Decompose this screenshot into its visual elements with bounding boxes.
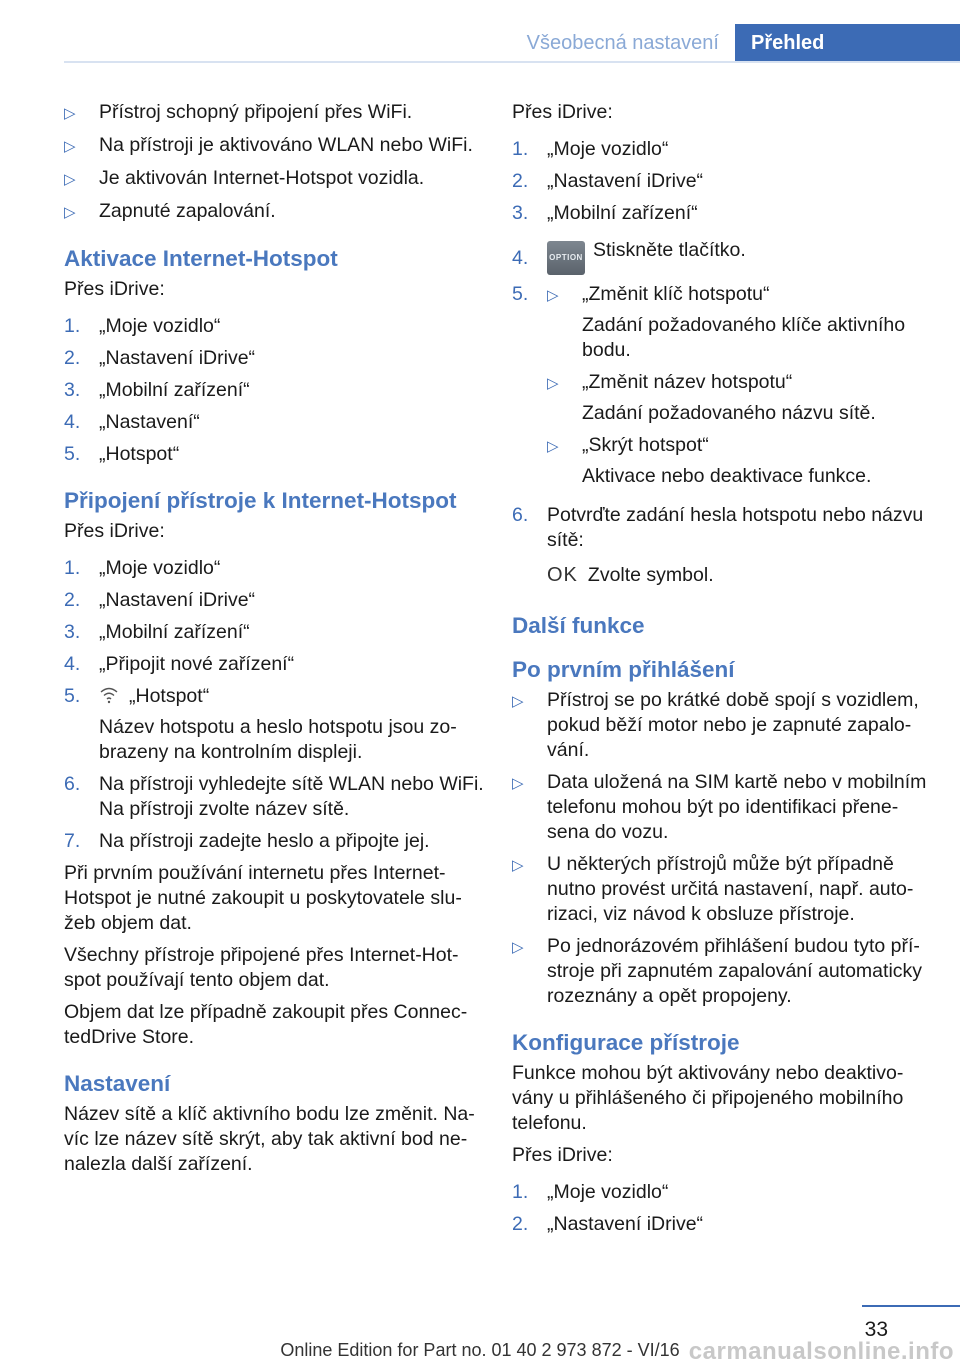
heading-connect: Připojení přístroje k Internet-Hotspot [64, 488, 457, 513]
list-item: ▷ U některých přístrojů může být případně nutno provést určitá nastavení, např. autorizaci, viz návod k obsluze přístroje. [512, 853, 914, 925]
watermark: carmanualsonline.info [688, 1338, 954, 1362]
ok-icon: OK [547, 564, 578, 586]
list-item: 5. „Hotspot“ Název hotspotu a heslo hotspotu jsou zobrazeny na kontrolním displeji. [64, 685, 457, 763]
list-item: 3. „Mobilní zařízení“ [64, 379, 250, 401]
active-tab[interactable]: Přehled [735, 24, 960, 62]
config-text: Funkce mohou být aktivovány nebo deaktivovány u přihlášeného či připojeného mobilního telefonu. [512, 1062, 904, 1134]
heading-settings: Nastavení [64, 1071, 171, 1096]
list-item: 2. „Nastavení iDrive“ [512, 1213, 704, 1235]
list-item: 1. „Moje vozidlo“ [64, 557, 221, 579]
triangle-bullet-icon: ▷ [64, 171, 76, 188]
triangle-bullet-icon: ▷ [512, 857, 524, 874]
activation-steps [64, 314, 484, 467]
triangle-bullet-icon: ▷ [64, 138, 76, 155]
right-via: Přes iDrive: [512, 101, 613, 123]
list-item: 4. „Nastavení“ [64, 411, 200, 433]
option-button-icon: OPTION [547, 241, 585, 275]
settings-text: Název sítě a klíč aktivního bodu lze změnit. Navíc lze název sítě skrýt, aby tak aktivní bod nenalezla další zařízení. [64, 1103, 475, 1175]
heading-activation: Aktivace Internet-Hotspot [64, 246, 338, 271]
heading-first-login: Po prvním přihlášení [512, 657, 735, 682]
page-number: 33 [864, 1318, 888, 1341]
triangle-bullet-icon: ▷ [512, 693, 524, 710]
paragraph: Objem dat lze případně zakoupit přes ConnectedDrive Store. [64, 1001, 468, 1048]
triangle-bullet-icon: ▷ [547, 375, 559, 392]
section-tab[interactable]: Všeobecná nastavení [505, 24, 735, 62]
list-item: ▷ Po jednorázovém přihlášení budou tyto přístroje při zapnutém zapalování automaticky rozeznány a opět propojeny. [512, 935, 923, 1007]
config-steps [512, 1180, 932, 1237]
list-item: 4. „Připojit nové zařízení“ [64, 653, 295, 675]
left-column [64, 100, 484, 1184]
paragraph: Všechny přístroje připojené přes Internet-Hotspot používají tento objem dat. [64, 944, 459, 991]
triangle-bullet-icon: ▷ [64, 204, 76, 221]
hotspot-steps [512, 137, 932, 588]
activation-via: Přes iDrive: [64, 278, 165, 300]
list-item: 7. Na přístroji zadejte heslo a připojte jej. [64, 830, 430, 852]
triangle-bullet-icon: ▷ [512, 775, 524, 792]
triangle-bullet-icon: ▷ [547, 287, 559, 304]
list-item: 5. ▷ „Změnit klíč hotspotu“ Zadání požadovaného klíče aktivního bodu. ▷ „Změnit název hotspotu“ Zadání požadovaného názvu sítě. ▷ „Skrýt hotspot“ Aktivace nebo deaktivace funkce. [512, 282, 932, 496]
right-column [512, 100, 932, 1244]
sub-item: ▷ „Změnit klíč hotspotu“ Zadání požadovaného klíče aktivního bodu. [547, 283, 906, 361]
list-item: 4. OPTION Stiskněte tlačítko. [512, 238, 932, 275]
header-divider [64, 61, 960, 63]
list-item: ▷ Přístroj se po krátké době spojí s vozidlem, pokud běží motor nebo je zapnuté zapalování. [512, 689, 919, 761]
list-item: 6. Na přístroji vyhledejte sítě WLAN nebo WiFi. Na přístroji zvolte název sítě. [64, 773, 484, 820]
list-item: 3. „Mobilní zařízení“ [64, 621, 250, 643]
list-item: 5. „Hotspot“ [64, 443, 180, 465]
list-item: 1. „Moje vozidlo“ [64, 315, 221, 337]
heading-config: Konfigurace přístroje [512, 1030, 740, 1055]
list-item: 2. „Nastavení iDrive“ [64, 589, 256, 611]
footer-divider [862, 1305, 960, 1307]
connect-via: Přes iDrive: [64, 520, 165, 542]
list-item: 2. „Nastavení iDrive“ [64, 347, 256, 369]
requirements-list [64, 100, 484, 225]
heading-more-functions: Další funkce [512, 613, 645, 638]
triangle-bullet-icon: ▷ [512, 939, 524, 956]
list-item: ▷ Na přístroji je aktivováno WLAN nebo WiFi. [64, 133, 484, 159]
triangle-bullet-icon: ▷ [64, 105, 76, 122]
triangle-bullet-icon: ▷ [547, 438, 559, 455]
sub-item: ▷ „Změnit název hotspotu“ Zadání požadovaného názvu sítě. [547, 371, 876, 424]
list-item: ▷ Přístroj schopný připojení přes WiFi. [64, 100, 484, 126]
list-item: 1. „Moje vozidlo“ [512, 138, 669, 160]
list-item: 1. „Moje vozidlo“ [512, 1181, 669, 1203]
sub-item: ▷ „Skrýt hotspot“ Aktivace nebo deaktivace funkce. [547, 434, 872, 487]
config-via: Přes iDrive: [512, 1144, 613, 1166]
list-item: ▷ Data uložená na SIM kartě nebo v mobilním telefonu mohou být po identifikaci přenesena do vozu. [512, 771, 927, 843]
list-item: ▷ Zapnuté zapalování. [64, 199, 484, 225]
connect-steps [64, 556, 484, 854]
paragraph: Při prvním používání internetu přes Internet-Hotspot je nutné zakoupit u poskytovatele služeb objem dat. [64, 862, 462, 934]
wifi-icon [99, 685, 119, 705]
list-item: 3. „Mobilní zařízení“ [512, 202, 698, 224]
page-header [505, 24, 960, 62]
list-item: 2. „Nastavení iDrive“ [512, 170, 704, 192]
list-item: ▷ Je aktivován Internet-Hotspot vozidla. [64, 166, 484, 192]
login-list [512, 688, 932, 1009]
edition-text: Online Edition for Part no. 01 40 2 973 872 - VI/16 [280, 1340, 680, 1360]
list-item: 6. Potvrďte zadání hesla hotspotu nebo názvu sítě: OK Zvolte symbol. [512, 504, 924, 586]
